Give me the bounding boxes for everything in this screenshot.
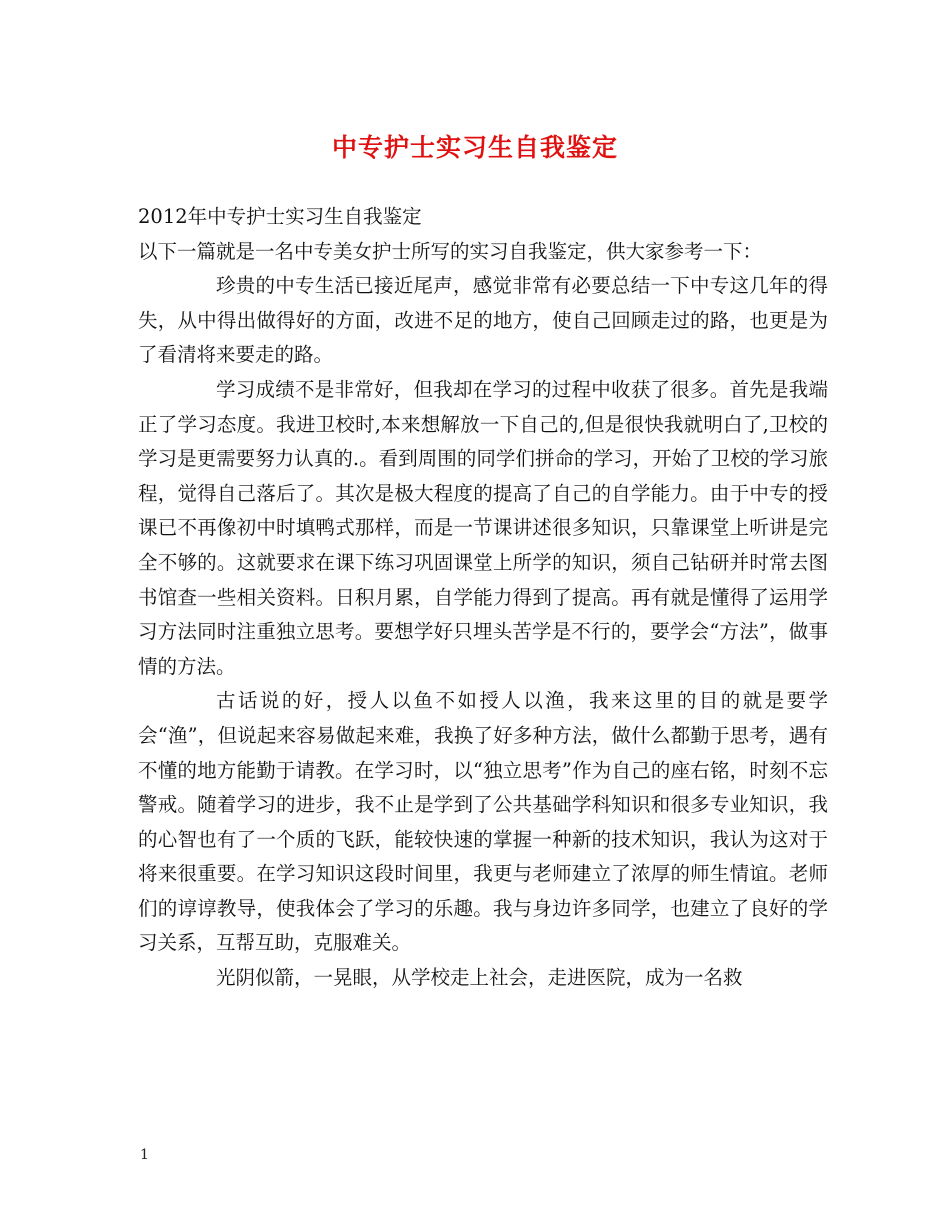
body-paragraph-4: 光阴似箭，一晃眼，从学校走上社会，走进医院，成为一名救: [216, 966, 743, 990]
document-title: 中专护士实习生自我鉴定: [331, 133, 618, 162]
body-paragraph-2: 学习成绩不是非常好，但我却在学习的过程中收获了很多。首先是我端正了学习态度。我进卫校时,本来想解放一下自己的,但是很快我就明白了,卫校的学习是更需要努力认真的.。看到周围的同学们拼命的学习，开始了卫校的学习旅程，觉得自己落后了。其次是极大程度的提高了自己的自学能力。由于中专的授课已不再像初中时填鸭式那样，而是一节课讲述很多知识，只靠课堂上听讲是完全不够的。这就要求在课下练习巩固课堂上所学的知识，须自己钻研并时常去图书馆查一些相关资料。日积月累，自学能力得到了提高。再有就是懂得了运用学习方法同时注重独立思考。要想学好只埋头苦学是不行的，要学会“方法”，做事情的方法。: [138, 377, 828, 678]
page-number: 1: [140, 1147, 149, 1163]
intro-paragraph: 以下一篇就是一名中专美女护士所写的实习自我鉴定，供大家参考一下：: [138, 239, 763, 263]
body-paragraph-1: 珍贵的中专生活已接近尾声，感觉非常有必要总结一下中专这几年的得失，从中得出做得好的方面，改进不足的地方，使自己回顾走过的路，也更是为了看清将来要走的路。: [138, 274, 828, 367]
document-body: [138, 200, 828, 996]
body-paragraph-3: 古话说的好，授人以鱼不如授人以渔，我来这里的目的就是要学会“渔”，但说起来容易做起来难，我换了好多种方法，做什么都勤于思考，遇有不懂的地方能勤于请教。在学习时，以“独立思考”作为自己的座右铭，时刻不忘警戒。随着学习的进步，我不止是学到了公共基础学科知识和很多专业知识，我的心智也有了一个质的飞跃，能较快速的掌握一种新的技术知识，我认为这对于将来很重要。在学习知识这段时间里，我更与老师建立了浓厚的师生情谊。老师们的谆谆教导，使我体会了学习的乐趣。我与身边许多同学，也建立了良好的学习关系，互帮互助，克服难关。: [138, 689, 828, 955]
document-subtitle: 2012年中专护士实习生自我鉴定: [138, 205, 422, 228]
